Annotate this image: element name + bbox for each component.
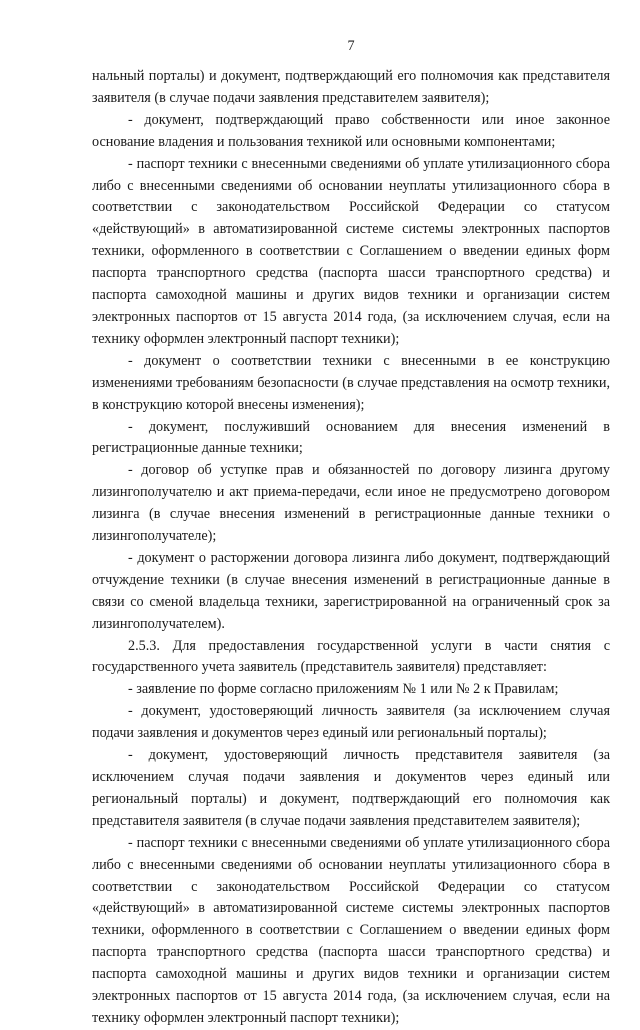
paragraph: - документ, послуживший основанием для внесения изменений в регистрационные данные техники; xyxy=(92,418,610,457)
paragraph: - документ, подтверждающий право собственности или иное законное основание владения и пользования техникой или основными компонентами; xyxy=(92,111,610,150)
document-body xyxy=(92,66,610,1030)
paragraph: нальный порталы) и документ, подтверждающий его полномочия как представителя заявителя (в случае подачи заявления представителем заявителя); xyxy=(92,68,610,106)
paragraph: - документ, удостоверяющий личность представителя заявителя (за исключением случая подачи заявления и документов через единый или региональный порталы) и документ, подтверждающий его полномочия как представителя заявителя (в случае подачи заявления представителем заявителя); xyxy=(92,747,610,829)
paragraph: - документ о расторжении договора лизинга либо документ, подтверждающий отчуждение техники (в случае внесения изменений в регистрационные данные в связи со сменой владельца техники, зарегистрированной на ограниченный срок за лизингополучателем). xyxy=(92,549,610,632)
document-page xyxy=(92,36,610,1030)
paragraph: - документ о соответствии техники с внесенными в ее конструкцию изменениями требованиям безопасности (в случае представления на осмотр техники, в конструкцию которой внесены изменения); xyxy=(92,352,610,413)
paragraph: - паспорт техники с внесенными сведениями об уплате утилизационного сбора либо с внесенными сведениями об основании неуплаты утилизационного сбора в соответствии с законодательством Российской Федерации со статусом «действующий» в автоматизированной системе системы электронных паспортов техники, оформленного в соответствии с Соглашением о введении единых форм паспорта транспортного средства (паспорта шасси транспортного средства) и паспорта самоходной машины и других видов техники и организации систем электронных паспортов от 15 августа 2014 года, (за исключением случая, если на технику оформлен электронный паспорт техники); xyxy=(92,155,610,347)
paragraph: - договор об уступке прав и обязанностей по договору лизинга другому лизингополучателю и акт приема-передачи, если иное не предусмотрено договором лизинга (в случае внесения изменений в регистрационные данные техники о лизингополучателе); xyxy=(92,462,610,545)
paragraph: 2.5.3. Для предоставления государственной услуги в части снятия с государственного учета заявитель (представитель заявителя) представляет: xyxy=(92,637,610,676)
paragraph: - документ, удостоверяющий личность заявителя (за исключением случая подачи заявления и документов через единый или региональный порталы); xyxy=(92,703,610,742)
paragraph: - заявление по форме согласно приложениям № 1 или № 2 к Правилам; xyxy=(128,681,559,698)
paragraph: - паспорт техники с внесенными сведениями об уплате утилизационного сбора либо с внесенными сведениями об основании неуплаты утилизационного сбора в соответствии с законодательством Российской Федерации со статусом «действующий» в автоматизированной системе системы электронных паспортов техники, оформленного в соответствии с Соглашением о введении единых форм паспорта транспортного средства (паспорта шасси транспортного средства) и паспорта самоходной машины и других видов техники и организации систем электронных паспортов от 15 августа 2014 года, (за исключением случая, если на технику оформлен электронный паспорт техники); xyxy=(92,834,610,1026)
page-number: 7 xyxy=(347,38,355,54)
